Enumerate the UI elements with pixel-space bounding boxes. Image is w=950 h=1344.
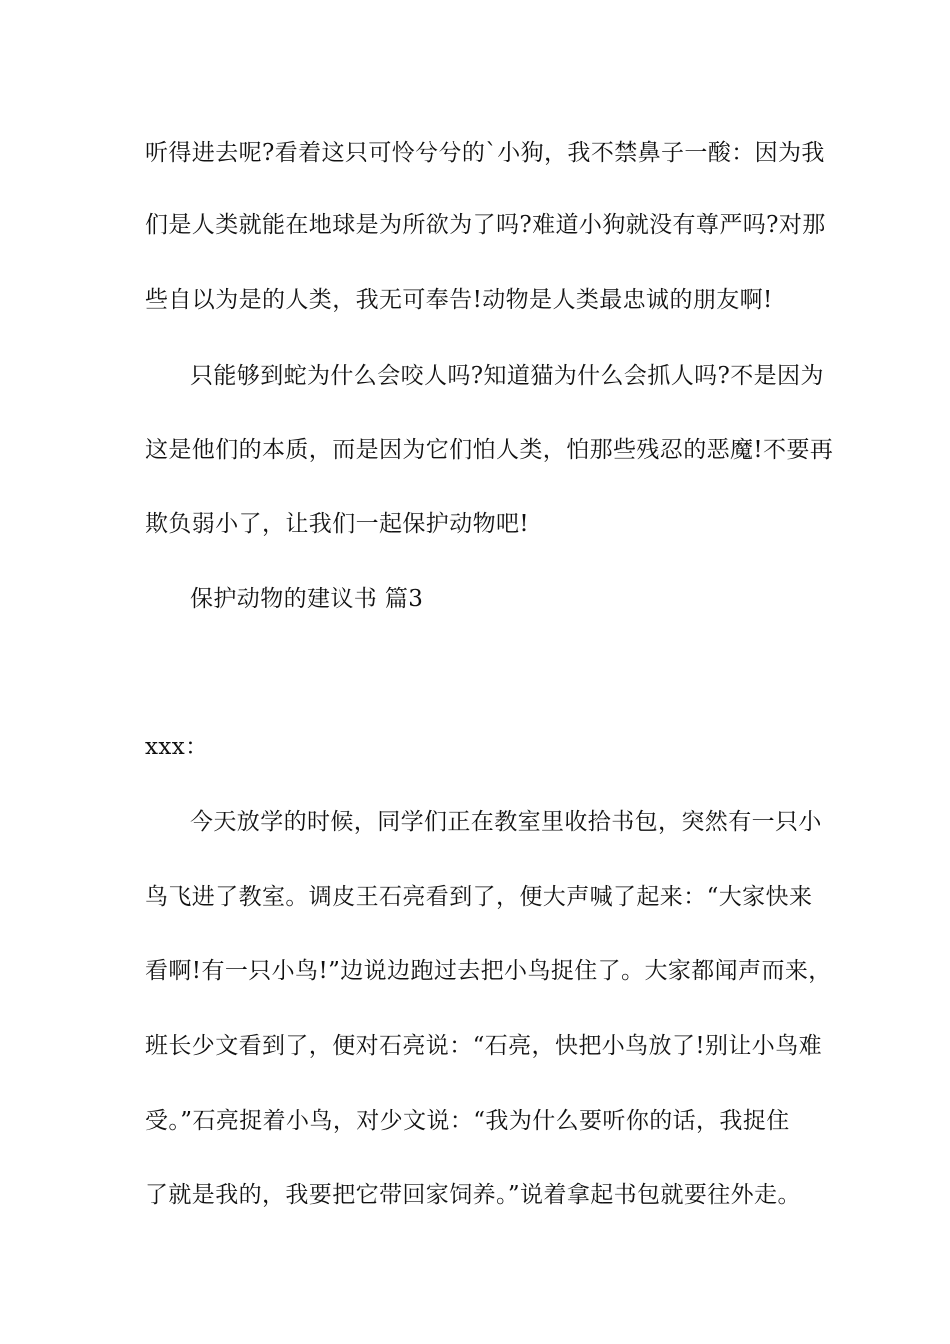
paragraph-line: 受。”石亮捉着小鸟，对少文说：“我为什么要听你的话，我捉住: [145, 1108, 790, 1134]
paragraph-line: 班长少文看到了，便对石亮说：“石亮，快把小鸟放了!别让小鸟难: [145, 1033, 823, 1059]
paragraph-line: 听得进去呢?看着这只可怜兮兮的`小狗，我不禁鼻子一酸：因为我: [145, 140, 825, 166]
paragraph-line: 些自以为是的人类，我无可奉告!动物是人类最忠诚的朋友啊!: [145, 287, 773, 313]
paragraph-line: 了就是我的，我要把它带回家饲养。”说着拿起书包就要往外走。: [145, 1182, 801, 1208]
salutation: xxx：: [145, 734, 209, 760]
paragraph-line: 今天放学的时候，同学们正在教室里收拾书包，突然有一只小: [190, 809, 822, 835]
paragraph-line: 看啊!有一只小鸟!”边说边跑过去把小鸟捉住了。大家都闻声而来，: [145, 958, 832, 984]
paragraph-line: 这是他们的本质，而是因为它们怕人类，怕那些残忍的恶魔!不要再: [145, 437, 834, 463]
paragraph-line: 只能够到蛇为什么会咬人吗?知道猫为什么会抓人吗?不是因为: [190, 363, 824, 389]
paragraph-line: 欺负弱小了，让我们一起保护动物吧!: [145, 511, 530, 537]
paragraph-line: 们是人类就能在地球是为所欲为了吗?难道小狗就没有尊严吗?对那: [145, 212, 826, 238]
section-heading: 保护动物的建议书 篇3: [190, 586, 424, 612]
paragraph-line: 鸟飞进了教室。调皮王石亮看到了，便大声喊了起来：“大家快来: [145, 884, 813, 910]
